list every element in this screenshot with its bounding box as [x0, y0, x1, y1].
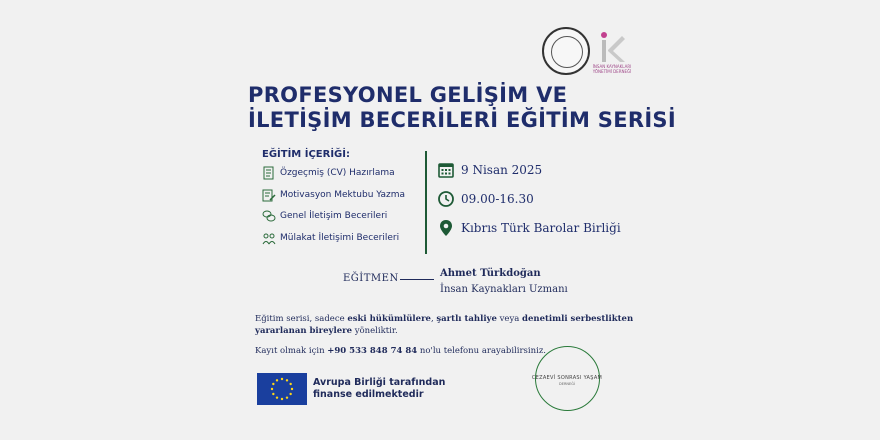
title-line-1: PROFESYONEL GELİŞİM VE	[248, 83, 568, 107]
eligibility-paragraph	[255, 313, 633, 337]
content-heading: EĞİTİM İÇERİĞİ:	[262, 149, 350, 160]
eu-star	[276, 396, 278, 398]
bar-association-seal	[542, 27, 590, 75]
eu-star	[286, 379, 288, 381]
eu-text-line-2: finanse edilmektedir	[313, 389, 424, 400]
trainer-label: EĞİTMEN	[343, 273, 399, 284]
text-bold: denetimli serbestlikten	[522, 314, 634, 324]
text-bold: şartlı tahliye	[436, 314, 497, 324]
partner-sub: DERNEĞİ	[559, 382, 575, 386]
ik-logo-icon	[598, 30, 626, 64]
eu-star	[291, 388, 293, 390]
eu-star	[286, 396, 288, 398]
phone-number: +90 533 848 74 84	[327, 346, 418, 356]
eu-star	[281, 398, 283, 400]
content-item-label: Özgeçmiş (CV) Hazırlama	[280, 168, 395, 178]
content-item-cv	[262, 164, 395, 182]
content-item-label: Motivasyon Mektubu Yazma	[280, 190, 406, 200]
content-item-letter	[262, 186, 405, 204]
trainer-role: İnsan Kaynakları Uzmanı	[440, 284, 568, 295]
partner-name: CEZAEVİ SONRASI YAŞAM	[531, 375, 603, 381]
date-text: 9 Nisan 2025	[461, 163, 543, 177]
event-time	[437, 189, 534, 209]
eu-star	[272, 383, 274, 385]
text-span: no'lu telefonu arayabilirsiniz.	[417, 346, 547, 356]
eu-star	[271, 388, 273, 390]
eu-flag-icon	[257, 373, 307, 405]
time-text: 09.00-16.30	[461, 192, 534, 206]
text-span: Eğitim serisi, sadece	[255, 314, 348, 324]
registration-paragraph	[255, 345, 546, 357]
title-line-2: İLETİŞİM BECERİLERİ EĞİTİM SERİSİ	[248, 108, 676, 132]
content-item-interview	[262, 229, 399, 247]
divider-vertical	[425, 151, 427, 254]
eu-text-line-1: Avrupa Birliği tarafından	[313, 377, 446, 388]
eu-star	[281, 378, 283, 380]
eu-star	[272, 393, 274, 395]
event-date	[437, 160, 542, 180]
eu-star	[276, 379, 278, 381]
letter-pen-icon	[262, 188, 276, 202]
location-text: Kıbrıs Türk Barolar Birliği	[461, 221, 621, 235]
page-title	[248, 83, 676, 133]
content-item-communication	[262, 207, 387, 225]
text-span: Kayıt olmak için	[255, 346, 328, 356]
calendar-icon	[437, 161, 455, 179]
eu-funding-text	[313, 377, 445, 401]
trainer-divider	[400, 279, 434, 280]
cv-document-icon	[262, 166, 276, 180]
text-span: ,	[430, 314, 437, 324]
chat-bubbles-icon	[262, 209, 276, 223]
interview-people-icon	[262, 231, 276, 245]
text-bold: yararlanan bireylere	[255, 326, 352, 336]
eu-star	[289, 383, 291, 385]
clock-icon	[437, 190, 455, 208]
content-item-label: Mülakat İletişimi Becerileri	[280, 233, 400, 243]
ik-logo-caption: İNSAN KAYNAKLARI YÖNETİMİ DERNEĞİ	[592, 64, 632, 74]
trainer-name: Ahmet Türkdoğan	[440, 268, 541, 279]
text-bold: eski hükümlülere	[347, 314, 431, 324]
text-span: veya	[496, 314, 523, 324]
eu-star	[289, 393, 291, 395]
event-location	[437, 218, 621, 238]
text-span: yöneliktir.	[352, 326, 398, 336]
content-item-label: Genel İletişim Becerileri	[280, 211, 388, 221]
location-pin-icon	[437, 219, 455, 237]
